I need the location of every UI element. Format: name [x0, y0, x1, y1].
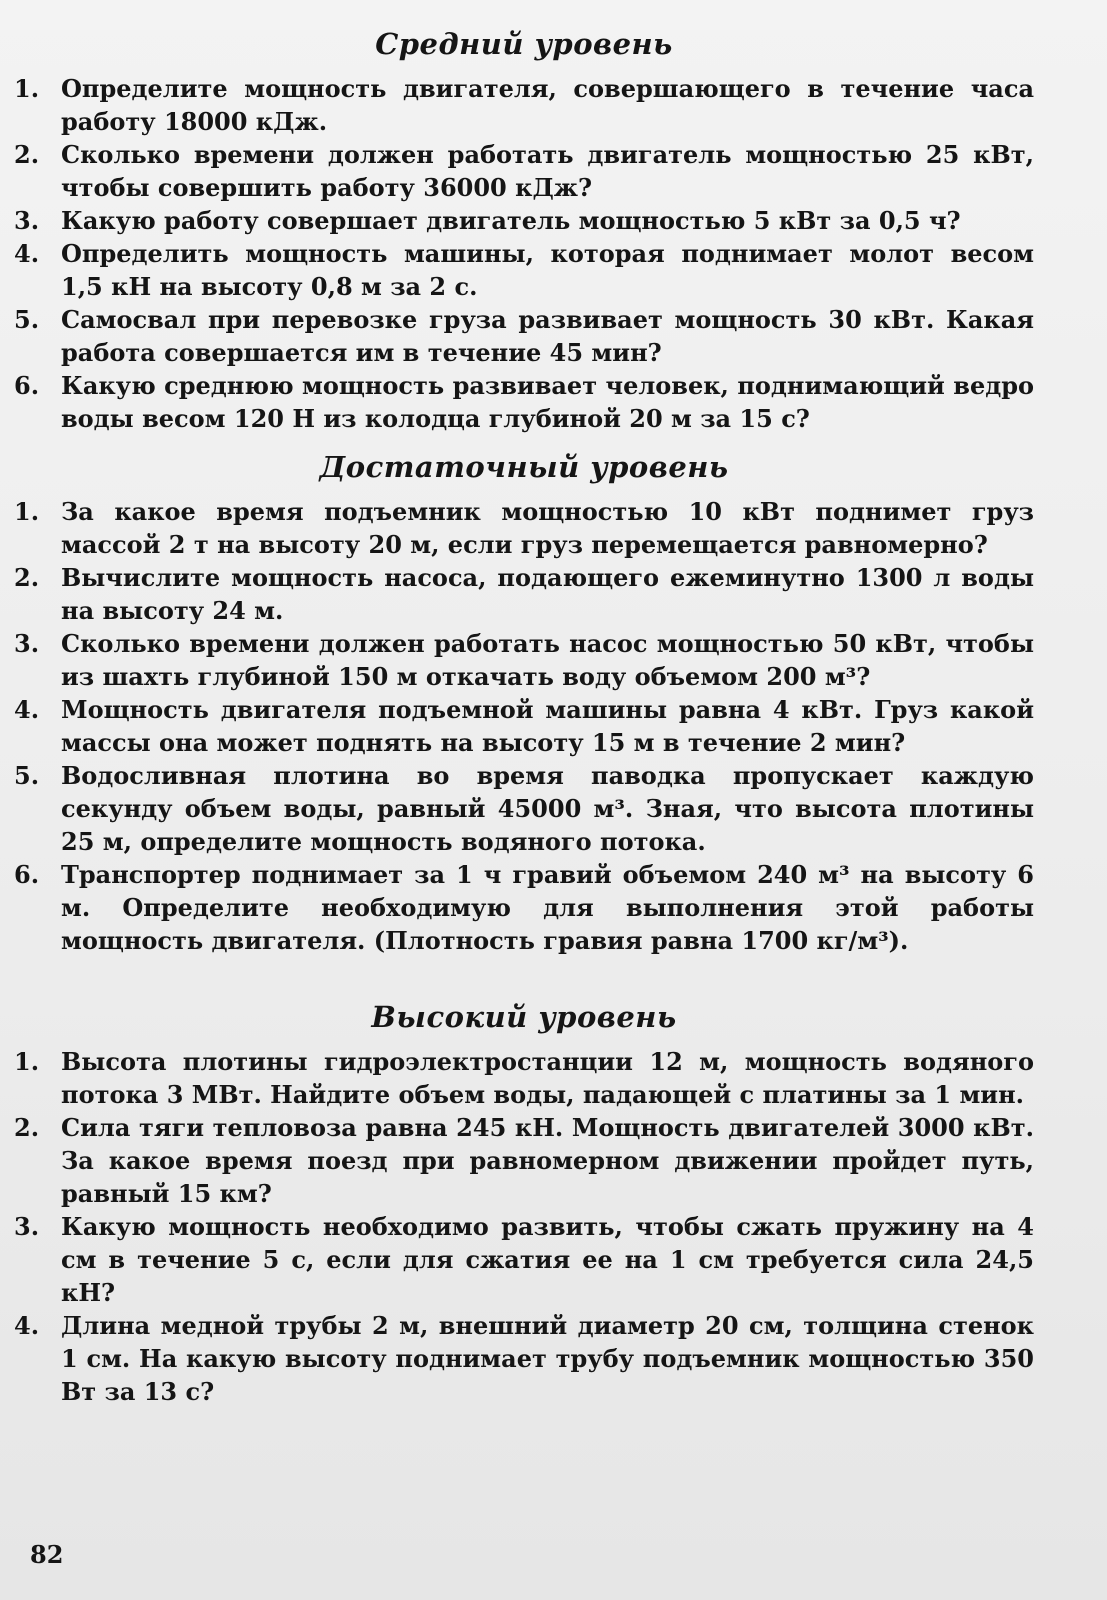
problem-number: 3. — [14, 206, 40, 235]
problem-number: 1. — [14, 497, 40, 526]
problem-text: За какое время подъемник мощностью 10 кВт поднимет груз массой 2 т на высоту 20 м, если груз перемещается равномерно? — [61, 497, 1034, 559]
problem-number: 4. — [14, 695, 40, 724]
problem-item — [14, 237, 1034, 303]
page-content — [14, 24, 1034, 1408]
problem-number: 1. — [14, 74, 40, 103]
problem-number: 3. — [14, 629, 40, 658]
page-number: 82 — [30, 1540, 64, 1569]
problem-number: 1. — [14, 1047, 40, 1076]
problem-text: Сила тяги тепловоза равна 245 кН. Мощность двигателей 3000 кВт. За какое время поезд при равномерном движении пройдет путь, равный 15 км? — [61, 1113, 1034, 1208]
problem-text: Определите мощность двигателя, совершающего в течение часа работу 18000 кДж. — [61, 74, 1034, 136]
section-title: Высокий уровень — [371, 1000, 677, 1034]
problem-text: Водосливная плотина во время паводка пропускает каждую секунду объем воды, равный 45000 м³. Зная, что высота плотины 25 м, определите мощность водяного потока. — [61, 761, 1034, 856]
problem-item — [14, 204, 1034, 237]
problem-item — [14, 1210, 1034, 1309]
section-title: Средний уровень — [375, 27, 673, 61]
problem-item — [14, 138, 1034, 204]
problem-text: Вычислите мощность насоса, подающего ежеминутно 1300 л воды на высоту 24 м. — [61, 563, 1034, 625]
problem-text: Самосвал при перевозке груза развивает мощность 30 кВт. Какая работа совершается им в течение 45 мин? — [61, 305, 1034, 367]
problem-text: Длина медной трубы 2 м, внешний диаметр 20 см, толщина стенок 1 см. На какую высоту поднимает трубу подъемник мощностью 350 Вт за 13 с? — [61, 1311, 1034, 1406]
problem-text: Какую работу совершает двигатель мощностью 5 кВт за 0,5 ч? — [61, 206, 961, 235]
problem-item — [14, 858, 1034, 957]
problem-number: 5. — [14, 761, 40, 790]
problem-item — [14, 561, 1034, 627]
section-title: Достаточный уровень — [319, 450, 729, 484]
section-medium-level — [14, 24, 1034, 435]
problem-number: 5. — [14, 305, 40, 334]
problem-item — [14, 693, 1034, 759]
problem-text: Определить мощность машины, которая поднимает молот весом 1,5 кН на высоту 0,8 м за 2 с. — [61, 239, 1034, 301]
problem-item — [14, 1111, 1034, 1210]
problem-number: 2. — [14, 140, 40, 169]
problem-number: 3. — [14, 1212, 40, 1241]
problem-item — [14, 495, 1034, 561]
problem-text: Сколько времени должен работать насос мощностью 50 кВт, чтобы из шахть глубиной 150 м откачать воду объемом 200 м³? — [61, 629, 1034, 691]
section-sufficient-level — [14, 447, 1034, 957]
problem-number: 6. — [14, 371, 40, 400]
problem-text: Транспортер поднимает за 1 ч гравий объемом 240 м³ на высоту 6 м. Определите необходимую для выполнения этой работы мощность двигателя. (Плотность гравия равна 1700 кг/м³). — [61, 860, 1034, 955]
problem-number: 4. — [14, 239, 40, 268]
problem-number: 6. — [14, 860, 40, 889]
problem-text: Высота плотины гидроэлектростанции 12 м, мощность водяного потока 3 МВт. Найдите объем воды, падающей с платины за 1 мин. — [61, 1047, 1034, 1109]
problem-item — [14, 369, 1034, 435]
problem-number: 2. — [14, 1113, 40, 1142]
problem-text: Мощность двигателя подъемной машины равна 4 кВт. Груз какой массы она может поднять на высоту 15 м в течение 2 мин? — [61, 695, 1034, 757]
problem-text: Какую среднюю мощность развивает человек, поднимающий ведро воды весом 120 Н из колодца глубиной 20 м за 15 с? — [61, 371, 1034, 433]
problem-text: Сколько времени должен работать двигатель мощностью 25 кВт, чтобы совершить работу 36000 кДж? — [61, 140, 1034, 202]
problem-item — [14, 1309, 1034, 1408]
problem-text: Какую мощность необходимо развить, чтобы сжать пружину на 4 см в течение 5 с, если для сжатия ее на 1 см требуется сила 24,5 кН? — [61, 1212, 1034, 1307]
section-high-level — [14, 997, 1034, 1408]
problem-item — [14, 1045, 1034, 1111]
problem-item — [14, 303, 1034, 369]
problem-item — [14, 759, 1034, 858]
problem-number: 4. — [14, 1311, 40, 1340]
problem-item — [14, 72, 1034, 138]
problem-item — [14, 627, 1034, 693]
problem-number: 2. — [14, 563, 40, 592]
